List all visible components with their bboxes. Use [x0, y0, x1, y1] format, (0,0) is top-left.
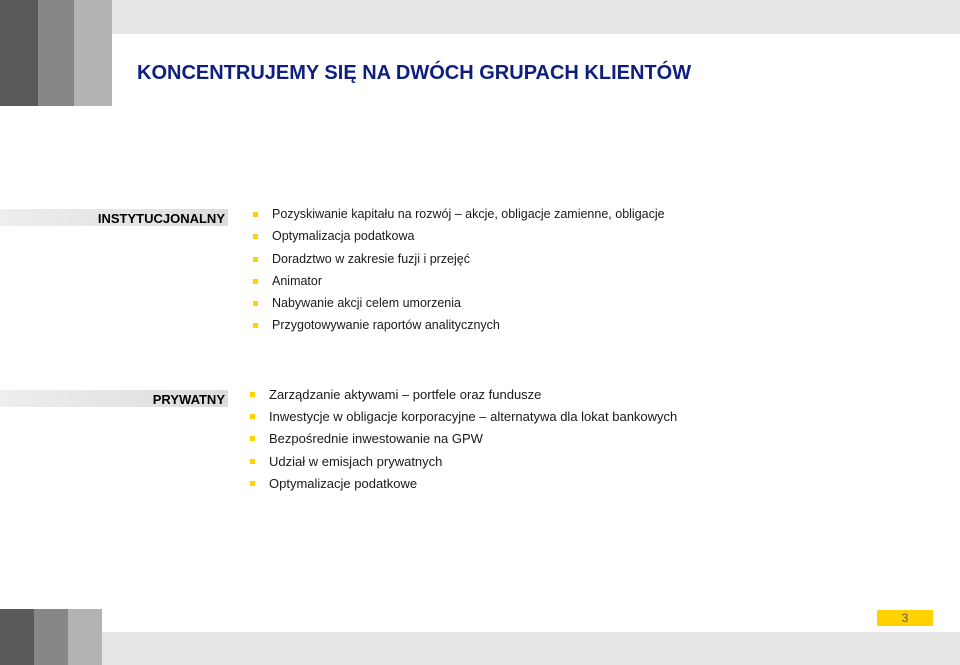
list-item-text: Udział w emisjach prywatnych	[269, 453, 443, 469]
bullet-square-icon	[253, 279, 258, 284]
bullet-square-icon	[253, 323, 258, 328]
bullet-square-icon	[250, 436, 255, 441]
decor-bar-dark	[0, 609, 34, 665]
list-item	[272, 228, 665, 250]
bullet-square-icon	[253, 234, 258, 239]
list-item-text: Bezpośrednie inwestowanie na GPW	[269, 431, 483, 447]
decor-bar-dark	[0, 0, 38, 106]
page-title: KONCENTRUJEMY SIĘ NA DWÓCH GRUPACH KLIENTÓW	[137, 62, 692, 84]
list-item-text: Optymalizacja podatkowa	[272, 229, 415, 244]
segment-label-institutional: INSTYTUCJONALNY	[0, 209, 228, 226]
list-item-text: Doradztwo w zakresie fuzji i przejęć	[272, 251, 470, 266]
decor-bar-light	[74, 0, 112, 106]
list-item	[269, 475, 677, 497]
decor-bar-mid	[34, 609, 68, 665]
private-list	[269, 386, 677, 497]
bullet-square-icon	[253, 301, 258, 306]
list-item	[272, 273, 665, 295]
bullet-square-icon	[250, 414, 255, 419]
list-item	[272, 295, 665, 317]
list-item	[269, 430, 677, 452]
bullet-square-icon	[250, 481, 255, 486]
institutional-list	[272, 206, 665, 340]
list-item-text: Optymalizacje podatkowe	[269, 475, 418, 491]
list-item-text: Przygotowywanie raportów analitycznych	[272, 318, 500, 333]
list-item	[269, 408, 677, 430]
segment-label-private: PRYWATNY	[0, 390, 228, 407]
list-item	[272, 206, 665, 228]
list-item-text: Zarządzanie aktywami – portfele oraz fundusze	[269, 387, 542, 402]
list-item	[272, 317, 665, 339]
bullet-square-icon	[253, 212, 258, 217]
bullet-square-icon	[250, 459, 255, 464]
bullet-square-icon	[253, 257, 258, 262]
list-item	[272, 251, 665, 273]
list-item-text: Animator	[272, 273, 323, 288]
bullet-square-icon	[250, 392, 255, 397]
footer-band	[102, 632, 960, 665]
list-item-text: Inwestycje w obligacje korporacyjne – alternatywa dla lokat bankowych	[269, 409, 678, 425]
list-item	[269, 386, 677, 408]
list-item-text: Pozyskiwanie kapitału na rozwój – akcje, obligacje zamienne, obligacje	[272, 207, 665, 221]
list-item	[269, 453, 677, 475]
header-band	[112, 0, 960, 34]
page-number-badge: 3	[877, 610, 933, 626]
decor-bar-light	[68, 609, 102, 665]
decor-bar-mid	[38, 0, 74, 106]
list-item-text: Nabywanie akcji celem umorzenia	[272, 296, 461, 311]
